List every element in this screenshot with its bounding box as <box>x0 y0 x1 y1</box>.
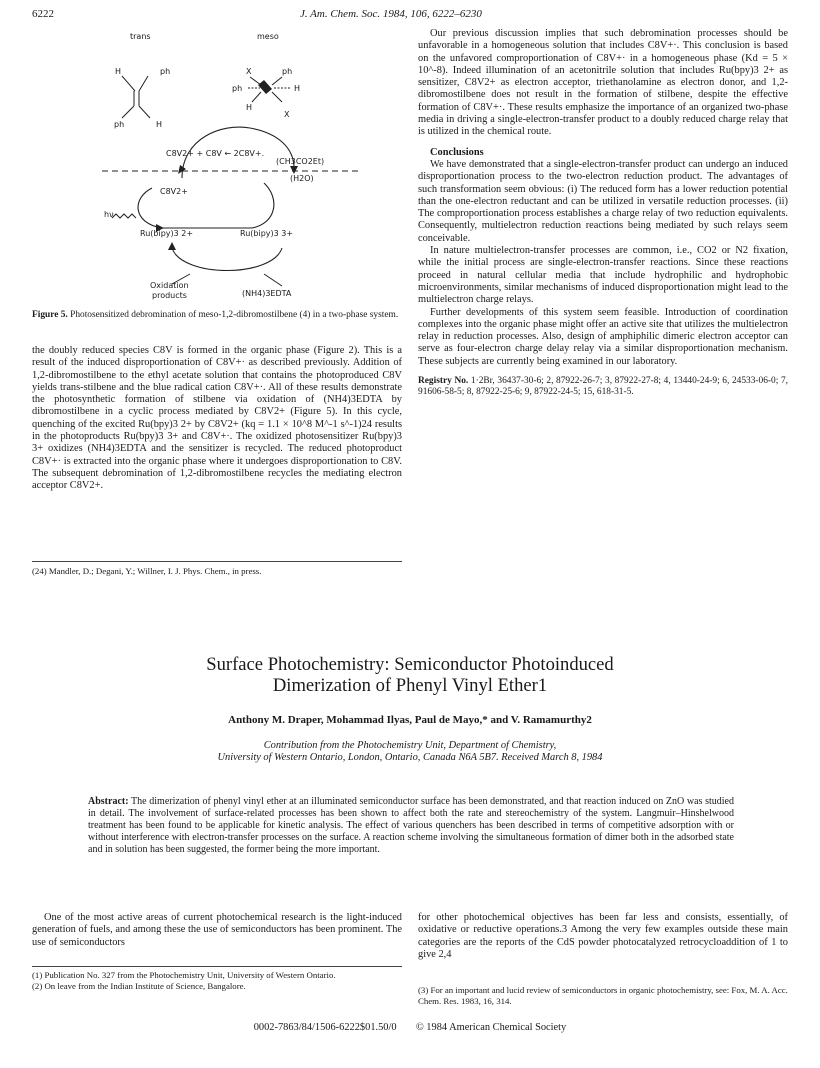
label-meso-h1: H <box>294 84 301 93</box>
label-trans-h1: H <box>115 67 122 76</box>
bottom-line <box>40 1022 780 1033</box>
abstract <box>88 796 734 856</box>
label-meso-ph2: ph <box>232 84 243 93</box>
label-oxidation-2: products <box>152 291 187 300</box>
affiliation-line-1: Contribution from the Photochemistry Unit, Department of Chemistry, <box>263 740 557 751</box>
figure-caption <box>32 310 402 321</box>
body-right <box>418 912 788 961</box>
label-meso: meso <box>257 32 279 41</box>
label-ru2: Ru(bipy)3 2+ <box>140 229 194 238</box>
bottom-left-footnote-rule <box>32 966 402 967</box>
left-footnote: (24) Mandler, D.; Degani, Y.; Willner, I. J. Phys. Chem., in press. <box>32 566 262 576</box>
right-paragraph-4: Further developments of this system seem feasible. Introduction of coordination complexes into the organic phase might offer an active site that utilizes the multielectron relay in reduction processes. Also, design of amphiphilic dimeric electron acceptor can serve as four-electron charge delay relay via a similar disproportionation mechanism. These subjects are currently being examined in our laboratory. <box>418 306 788 367</box>
journal-code: 0002-7863/84/1506-6222$01.50/0 <box>253 1022 397 1033</box>
left-column <box>32 345 402 493</box>
figure-caption-label: Figure 5. <box>32 310 68 320</box>
label-c8v2: C8V2+ <box>160 187 188 196</box>
label-meso-h2: H <box>246 103 253 112</box>
solvent-aqueous: (H2O) <box>290 174 314 183</box>
left-footnote-rule <box>32 561 402 562</box>
bottom-left-footnotes <box>32 970 402 991</box>
body-right-paragraph: for other photochemical objectives has been far less and consists, essentially, of oxidative or reductive operations.3 Among the very few examples outside these main categories are the reports of the CdS powder photocatalyzed retrocycloaddition of 1 to give 2,4 <box>418 912 788 960</box>
journal-header: J. Am. Chem. Soc. 1984, 106, 6222–6230 <box>300 8 482 20</box>
solvent-organic: (CH3CO2Et) <box>276 157 325 166</box>
label-trans-h2: H <box>156 120 163 129</box>
article-title <box>60 654 760 696</box>
abstract-label: Abstract: <box>88 796 129 807</box>
article-title-line-2: Dimerization of Phenyl Vinyl Ether1 <box>272 675 548 696</box>
label-trans-ph2: ph <box>114 120 125 129</box>
left-column-paragraph: the doubly reduced species C8V is formed in the organic phase (Figure 2). This is a result of the induced disproportionation of C8V+· as described previously. Addition of 1,2-dibromostilbene to the ethyl acetate solution that contains the photoproduced C8V yields trans-stilbene and the blue radical cation C8V+·. All of these results demonstrate the photosynthetic formation of stilbene via oxidation of (NH4)3EDTA by dibromostilbene in a cyclic process mediated by C8V2+ (Figure 5). In this cycle, quenching of the excited Ru(bpy)3 2+ by C8V2+ (kq = 1.1 × 10^8 M^-1 s^-1)24 results in the photoproducts Ru(bpy)3 3+ and C8V+·. The oxidized photosensitizer Ru(bpy)3 3+ oxidizes (NH4)3EDTA and the sensitizer is recycled. The reduced photoproduct C8V+· is extracted into the organic phase where it undergoes disproportionation to C8V. The subsequent debromination of 1,2-dibromostilbene recycles the mediating electron acceptor C8V2+. <box>32 345 402 492</box>
label-trans-ph1: ph <box>160 67 171 76</box>
page-number: 6222 <box>32 8 54 20</box>
registry-label: Registry No. <box>418 376 469 387</box>
right-column <box>418 28 788 398</box>
label-ru3: Ru(bipy)3 3+ <box>240 229 294 238</box>
affiliation-line-2: University of Western Ontario, London, Ontario, Canada N6A 5B7. Received March 8, 1984 <box>217 752 603 763</box>
body-left-paragraph: One of the most active areas of current photochemical research is the light-induced generation of fuels, and among these the use of semiconductors has been prominent. The use of semiconductors <box>32 912 402 948</box>
right-paragraph-2: We have demonstrated that a single-electron-transfer product can undergo an induced disproportionation process to the two-electron reduction product. The advantages of such transformation seem obvious: (i) The reduced form has a lower reduction potential than the one-electron reductant and can be utilized in versatile reduction processes. (ii) The comproportionation process establishes a charge relay of two reduction equivalents. Consequently, multielectron reduction reactions being mediated by such relays seem conceivable. <box>418 158 788 244</box>
label-meso-ph1: ph <box>282 67 293 76</box>
article-title-line-1: Surface Photochemistry: Semiconductor Photoinduced <box>206 654 614 675</box>
label-edta: (NH4)3EDTA <box>242 289 292 298</box>
right-paragraph-1: Our previous discussion implies that such debromination processes should be unfavorable in a homogeneous solution that includes C8V+·. This conclusion is based on the unfavored comproportionation of C8V+· in a homogeneous phase (Kd = 5 × 10^-8). Indeed illumination of an acetonitrile solution that includes Ru(bpy)3 2+ as sensitizer, C8V2+ as electron acceptor, triethanolamine as electron donor, and 1,2-dibromostilbene does not result in the formation of stilbene, despite the effective formation of C8V+·. These results emphasize the importance of an organized two-phase media in driving a single-electron-transfer product to a doubly reduced charge relay that is utilized in the chemical route. <box>418 28 788 138</box>
footnote-1: (1) Publication No. 327 from the Photochemistry Unit, University of Western Ontario. <box>32 970 336 980</box>
label-meso-x1: X <box>246 67 252 76</box>
copyright: © 1984 American Chemical Society <box>415 1022 567 1033</box>
reaction-scheme-diagram <box>32 28 402 310</box>
figure-5 <box>32 28 402 310</box>
label-oxidation-1: Oxidation <box>150 281 189 290</box>
registry-numbers <box>418 376 788 398</box>
label-meso-x2: X <box>284 110 290 119</box>
article-authors: Anthony M. Draper, Mohammad Ilyas, Paul de Mayo,* and V. Ramamurthy2 <box>228 714 592 726</box>
footnote-2: (2) On leave from the Indian Institute of Science, Bangalore. <box>32 980 246 991</box>
conclusions-heading: Conclusions <box>430 146 484 158</box>
label-trans: trans <box>130 32 151 41</box>
reaction-equation: C8V2+ + C8V ← 2C8V+. <box>166 149 265 158</box>
footnote-3: (3) For an important and lucid review of semiconductors in organic photochemistry, see: Fox, M. A. Acc. Chem. Res. 1983, 16, 314. <box>418 985 788 1006</box>
body-left <box>32 912 402 949</box>
registry-text: 1·2Br, 36437-30-6; 2, 87922-26-7; 3, 87922-27-8; 4, 13440-24-9; 6, 24533-06-0; 7, 91606-58-5; 8, 87922-25-6; 9, 87922-24-5; 15, 618-31-5. <box>418 376 788 398</box>
right-paragraph-3: In nature multielectron-transfer processes are common, i.e., CO2 or N2 fixation, while the initial process are single-electron-transfer reactions. Since these reactions proceed in natural cellular media that include hydrophilic and hydrophobic microenvironments, similar mechanisms of induced disproportionation might lead to the multielectron charge relays. <box>418 245 788 306</box>
abstract-text: The dimerization of phenyl vinyl ether at an illuminated semiconductor surface has been demonstrated, and that reaction induced on ZnO was studied in detail. The involvement of surface-related processes has been shown to affect both the rate and stereochemistry of the system. Langmuir–Hinshelwood treatment has been found to be applicable for kinetic analysis. The effect of various quenchers has been described in terms of competitive adsorption with or without interference with electron-transfer processes on the surface. A reaction scheme involving the simultaneous formation of dimer both in the adsorbed state and in solution has been suggested, the former being the more important. <box>88 796 734 855</box>
article-affiliation <box>60 740 760 764</box>
figure-caption-text: Photosensitized debromination of meso-1,2-dibromostilbene (4) in a two-phase system. <box>70 310 399 320</box>
label-hv: hν <box>104 210 114 219</box>
